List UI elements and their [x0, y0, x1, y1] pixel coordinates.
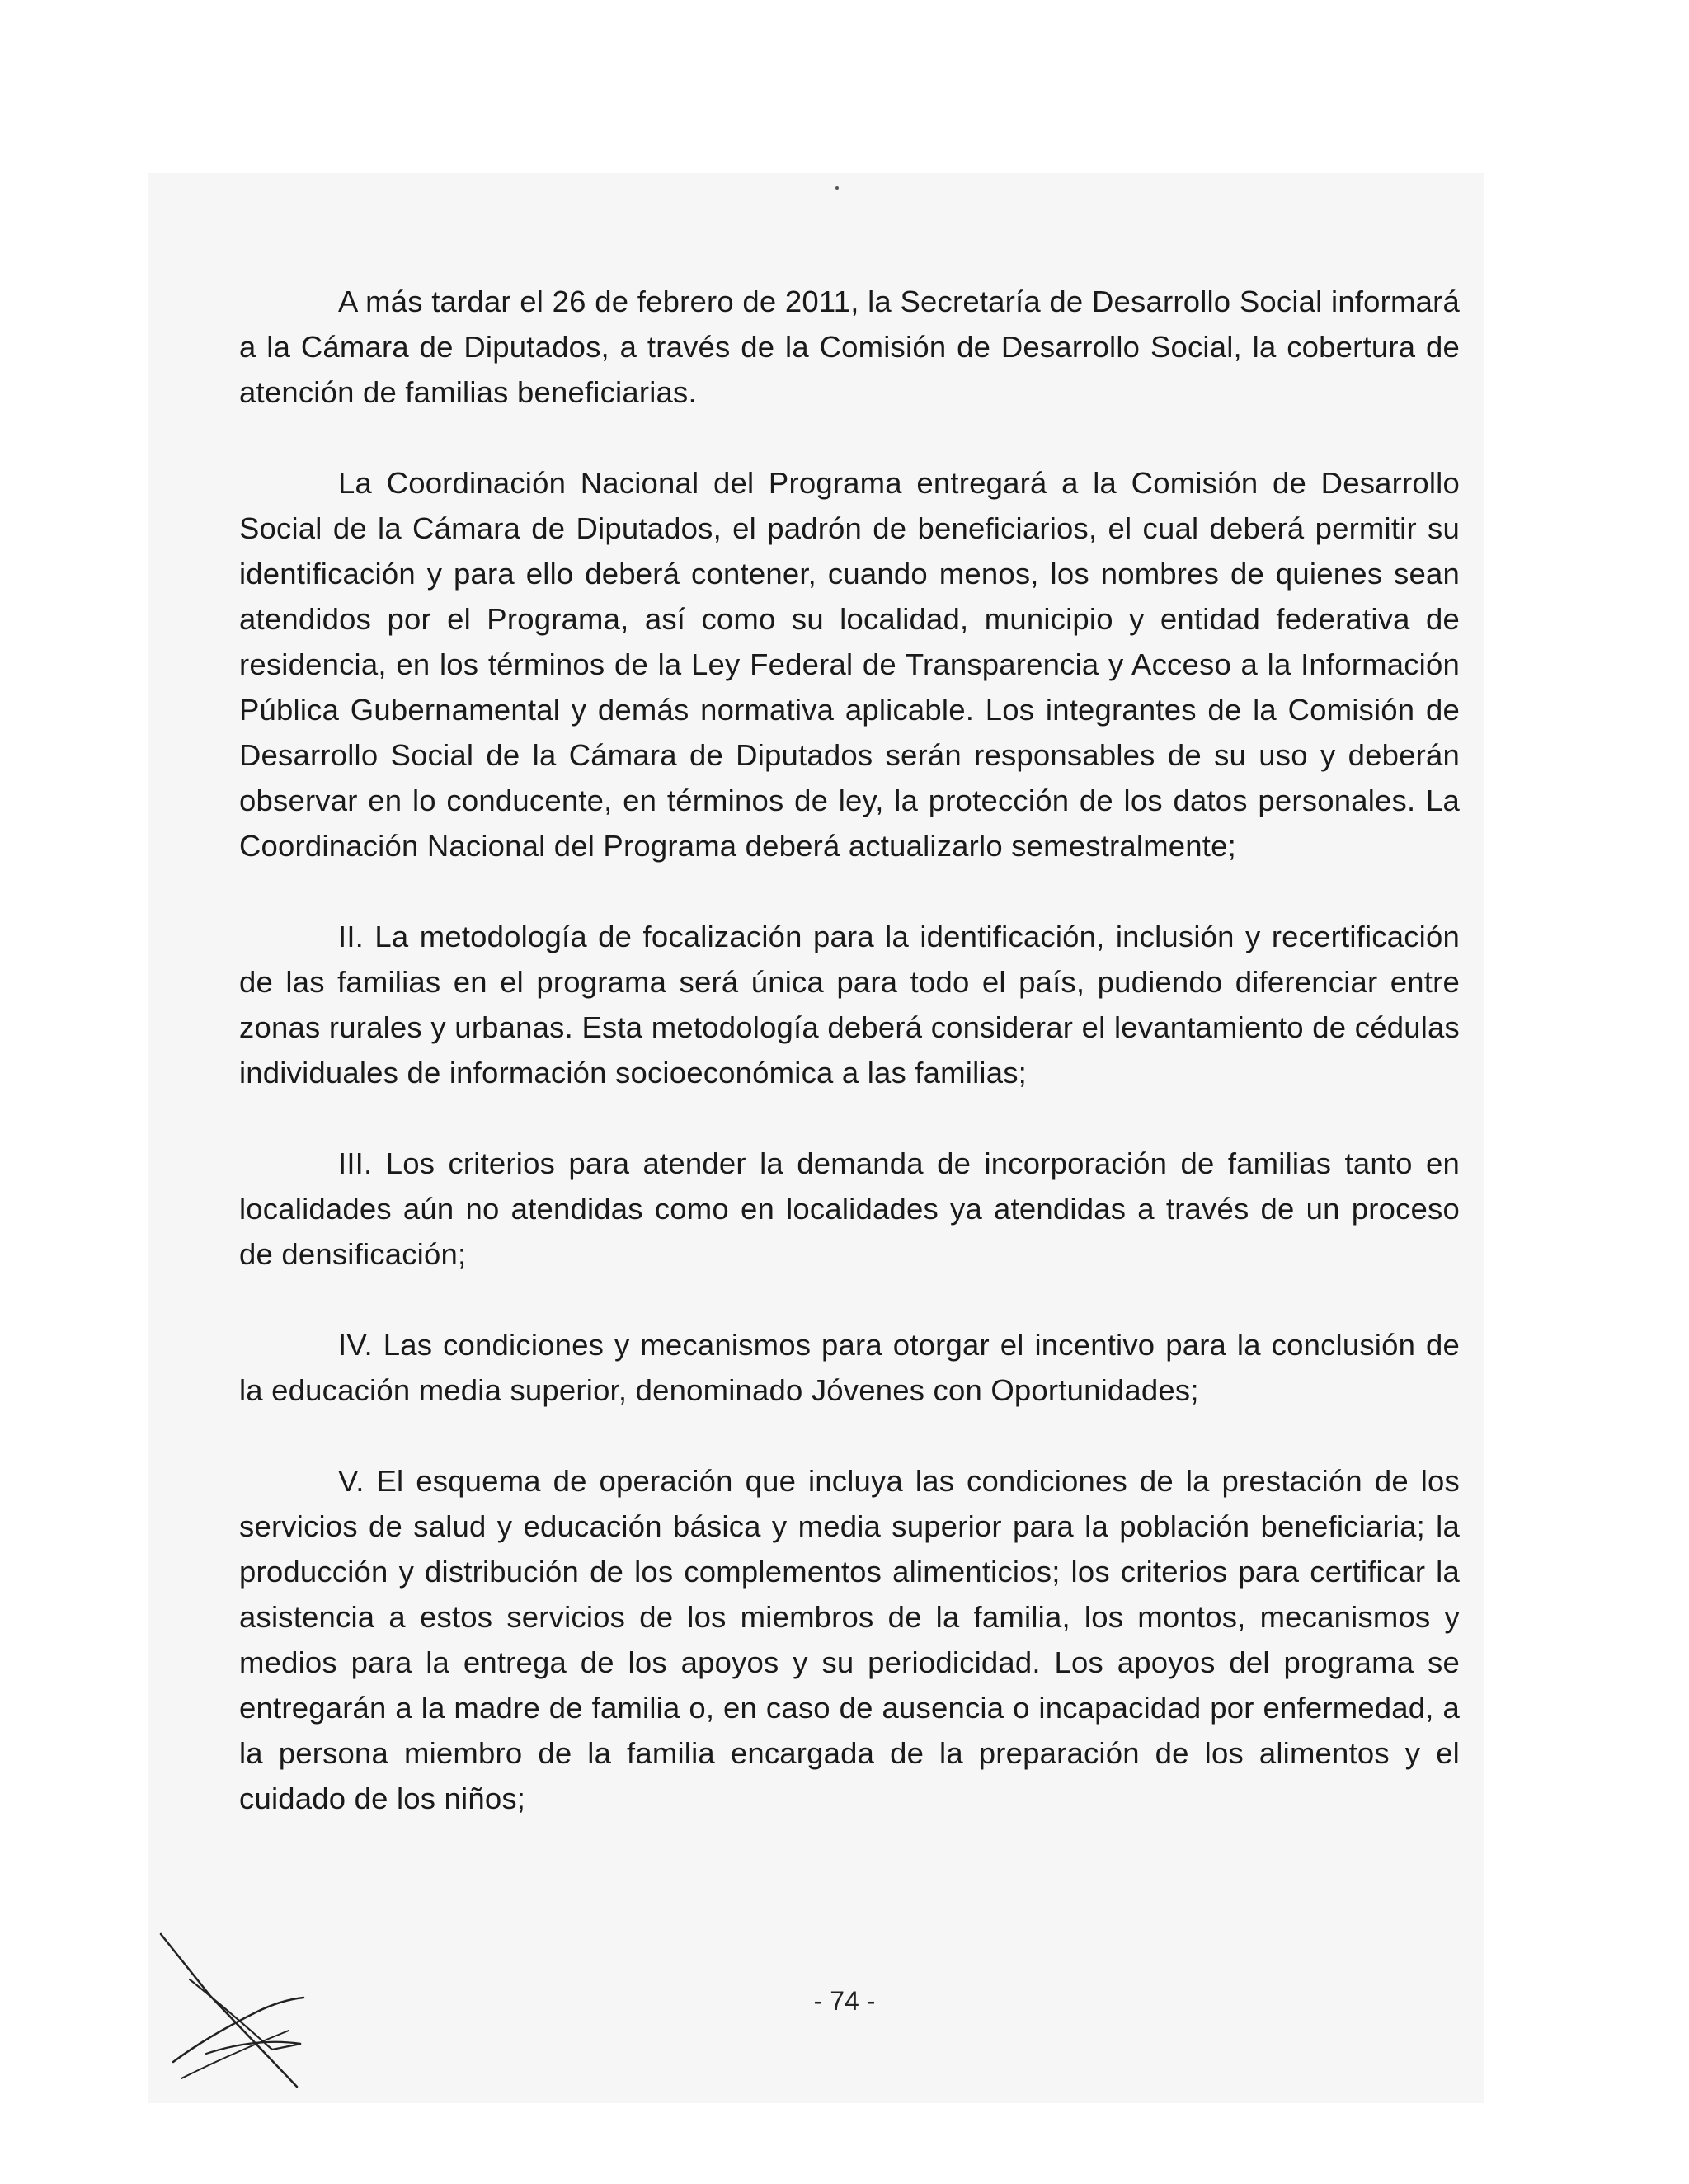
page-number: - 74 - — [813, 1986, 876, 2016]
paragraph-item-v-operation-scheme: V. El esquema de operación que incluya las condiciones de la prestación de los servicios de salud y educación básica y media superior para la población beneficiaria; la producción y distribución de los complementos alimenticios; los criterios para certificar la asistencia a estos servicios de los miembros de la familia, los montos, mecanismos y medios para la entrega de los apoyos y su periodicidad. Los apoyos del programa se entregarán a la madre de familia o, en caso de ausencia o incapacidad por enfermedad, a la persona miembro de la familia encargada de la preparación de los alimentos y el cuidado de los niños; — [239, 1464, 1460, 1815]
paragraph-item-iii-criteria: III. Los criterios para atender la demanda de incorporación de familias tanto en localidades aún no atendidas como en localidades ya atendidas a través de un proceso de densificación; — [239, 1146, 1460, 1271]
paragraph-item-iv-incentive: IV. Las condiciones y mecanismos para otorgar el incentivo para la conclusión de la educación media superior, denominado Jóvenes con Oportunidades; — [239, 1328, 1460, 1407]
paragraph-beneficiary-registry: La Coordinación Nacional del Programa entregará a la Comisión de Desarrollo Social de la Cámara de Diputados, el padrón de beneficiarios, el cual deberá permitir su identificación y para ello deberá contener, cuando menos, los nombres de quienes sean atendidos por el Programa, así como su localidad, municipio y entidad federativa de residencia, en los términos de la Ley Federal de Transparencia y Acceso a la Información Pública Gubernamental y demás normativa aplicable. Los integrantes de la Comisión de Desarrollo Social de la Cámara de Diputados serán responsables de su uso y deberán observar en lo conducente, en términos de ley, la protección de los datos personales. La Coordinación Nacional del Programa deberá actualizarlo semestralmente; — [239, 466, 1460, 863]
paragraph-item-ii-methodology: II. La metodología de focalización para la identificación, inclusión y recertificación de las familias en el programa será única para todo el país, pudiendo diferenciar entre zonas rurales y urbanas. Esta metodología deberá considerar el levantamiento de cédulas individuales de información socioeconómica a las familias; — [239, 920, 1460, 1090]
scan-speck — [835, 186, 839, 190]
paragraph-reporting-deadline: A más tardar el 26 de febrero de 2011, la Secretaría de Desarrollo Social informará a la Cámara de Diputados, a través de la Comisión de Desarrollo Social, la cobertura de atención de familias beneficiarias. — [239, 285, 1460, 409]
document-body — [239, 279, 1460, 1866]
